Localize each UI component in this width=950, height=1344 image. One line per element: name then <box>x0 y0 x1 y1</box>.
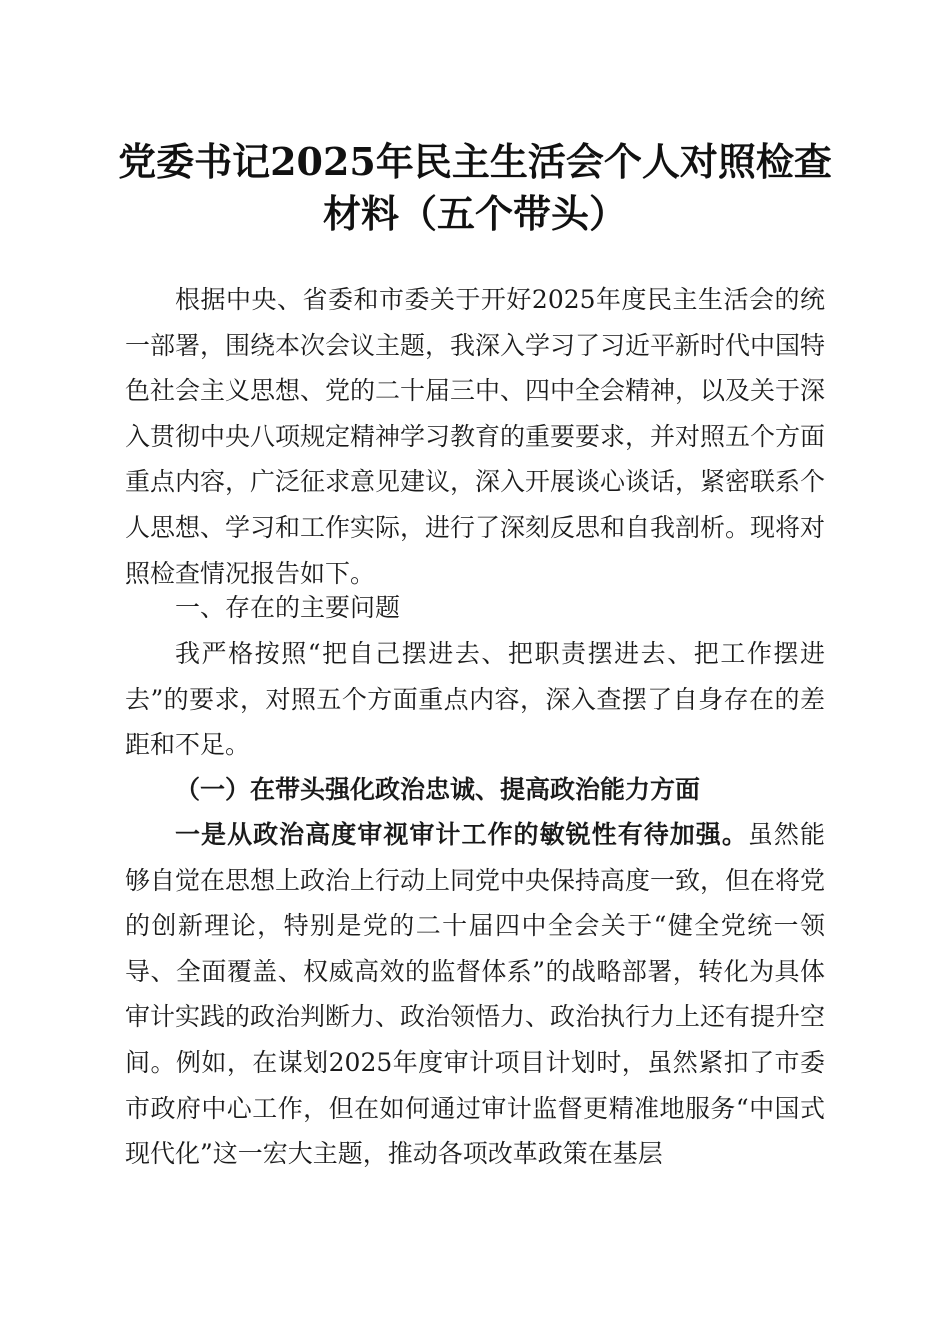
point-1-lead: 一是从政治高度审视审计工作的敏锐性有待加强。 <box>175 820 748 849</box>
document-title: 党委书记2025年民主生活会个人对照检查材料（五个带头） <box>118 139 832 236</box>
subsection-heading-political-loyalty: （一）在带头强化政治忠诚、提高政治能力方面 <box>175 775 701 804</box>
point-1-body: 虽然能够自觉在思想上政治上行动上同党中央保持高度一致，但在将党的创新理论，特别是党的二十届四中全会关于“健全党统一领导、全面覆盖、权威高效的监督体系”的战略部署，转化为具体审计实践的政治判断力、政治领悟力、政治执行力上还有提升空间。例如，在谋划2025年度审计项目计划时，虽然紧扣了市委市政府中心工作，但在如何通过审计监督更精准地服务“中国式现代化”这一宏大主题，推动各项改革政策在基层 <box>125 820 826 1169</box>
section-paragraph-main-problems: 我严格按照“把自己摆进去、把职责摆进去、把工作摆进去”的要求，对照五个方面重点内容，深入查摆了自身存在的差距和不足。 <box>125 639 825 760</box>
point-paragraph-1 <box>125 812 825 1177</box>
section-heading-main-problems: 一、存在的主要问题 <box>175 593 401 622</box>
intro-paragraph: 根据中央、省委和市委关于开好2025年度民主生活会的统一部署，围绕本次会议主题，我深入学习了习近平新时代中国特色社会主义思想、党的二十届三中、四中全会精神，以及关于深入贯彻中央八项规定精神学习教育的重要要求，并对照五个方面重点内容，广泛征求意见建议，深入开展谈心谈话，紧密联系个人思想、学习和工作实际，进行了深刻反思和自我剖析。现将对照检查情况报告如下。 <box>125 285 826 588</box>
